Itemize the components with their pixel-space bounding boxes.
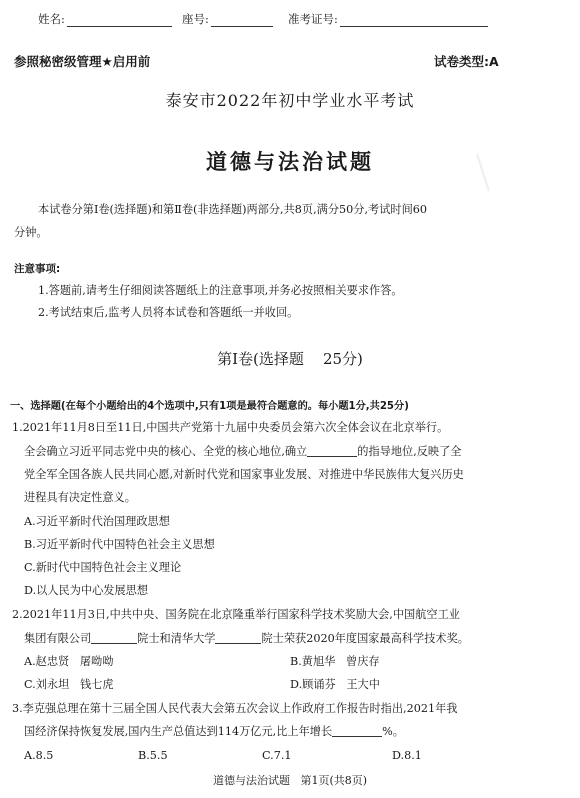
section-title: 第Ⅰ卷(选择题 25分) [217,350,363,368]
intro-line-1: 本试卷分第Ⅰ卷(选择题)和第Ⅱ卷(非选择题)两部分,共8页,满分50分,考试时间60 [38,203,427,216]
name-label: 姓名: [38,12,65,26]
q3-line-2b: %。 [382,725,404,738]
admission-blank[interactable] [340,14,488,27]
q1-line-3: 党全军全国各族人民共同心愿,对新时代党和国家事业发展、对推进中华民族伟大复兴历史 [24,468,464,481]
intro-line-2: 分钟。 [14,226,48,239]
q2-line-2a: 集团有限公司 [24,632,92,645]
q2-option-c: C.刘永坦 钱七虎 [24,678,114,691]
notes-item-1: 1.答题前,请考生仔细阅读答题纸上的注意事项,并务必按照相关要求作答。 [38,284,403,297]
seat-blank[interactable] [211,14,273,27]
admission-label: 准考证号: [288,12,338,26]
q1-option-b: B.习近平新时代中国特色社会主义思想 [24,538,215,551]
q3-option-b: B.5.5 [138,749,168,762]
section-instruction: 一、选择题(在每个小题给出的4个选项中,只有1项是最符合题意的。每小题1分,共25分) [10,401,409,412]
q3-option-c: C.7.1 [262,749,292,762]
q3-line-2 [24,722,404,742]
seat-label: 座号: [182,12,209,26]
page-footer: 道德与法治试题 第1页(共8页) [212,774,368,787]
q2-blank-2 [215,631,261,644]
q3-option-a: A.8.5 [24,749,54,762]
paper-type: 试卷类型:A [434,54,499,69]
q1-option-a: A.习近平新时代治国理政思想 [24,515,170,528]
q1-option-d: D.以人民为中心发展思想 [24,584,149,597]
q3-answer-blank [332,724,382,737]
q1-line-2a: 全会确立习近平同志党中央的核心、全党的核心地位,确立 [24,445,308,458]
q3-option-d: D.8.1 [392,749,422,762]
q2-line-2b: 院士和清华大学 [137,632,216,645]
q2-line-1: 2.2021年11月3日,中共中央、国务院在北京隆重举行国家科学技术奖励大会,中国航空工业 [12,608,460,621]
name-blank[interactable] [67,14,172,27]
q1-line-2b: 的指导地位,反映了全 [357,445,462,458]
q2-option-b: B.黄旭华 曾庆存 [290,655,380,668]
subject-title: 道德与法治试题 [206,150,374,174]
q3-line-1: 3.李克强总理在第十三届全国人民代表大会第五次会议上作政府工作报告时指出,2021年我 [12,702,458,715]
q1-line-4: 进程具有决定性意义。 [24,491,136,504]
q2-option-d: D.顾诵芬 王大中 [290,678,380,691]
notes-item-2: 2.考试结束后,监考人员将本试卷和答题纸一并收回。 [38,306,299,319]
q1-answer-blank [307,444,357,457]
q2-line-2c: 院士荣获2020年度国家最高科学技术奖。 [261,632,469,645]
notes-heading: 注意事项: [14,263,61,275]
exam-title: 泰安市2022年初中学业水平考试 [165,91,415,110]
q1-option-c: C.新时代中国特色社会主义理论 [24,561,182,574]
q1-line-1: 1.2021年11月8日至11日,中国共产党第十九届中央委员会第六次全体会议在北京举行。 [12,421,449,434]
name-field[interactable] [38,11,172,27]
q2-blank-1 [91,631,137,644]
q2-line-2 [24,629,469,649]
q1-line-2 [24,442,462,462]
q2-option-a: A.赵忠贤 屠呦呦 [24,655,114,668]
admission-field[interactable] [288,11,488,27]
seat-field[interactable] [182,11,273,27]
watermark: ⟋ [457,148,511,198]
q3-line-2a: 国经济保持恢复发展,国内生产总值达到114万亿元,比上年增长 [24,725,333,738]
secrecy-label: 参照秘密级管理★启用前 [14,54,151,69]
